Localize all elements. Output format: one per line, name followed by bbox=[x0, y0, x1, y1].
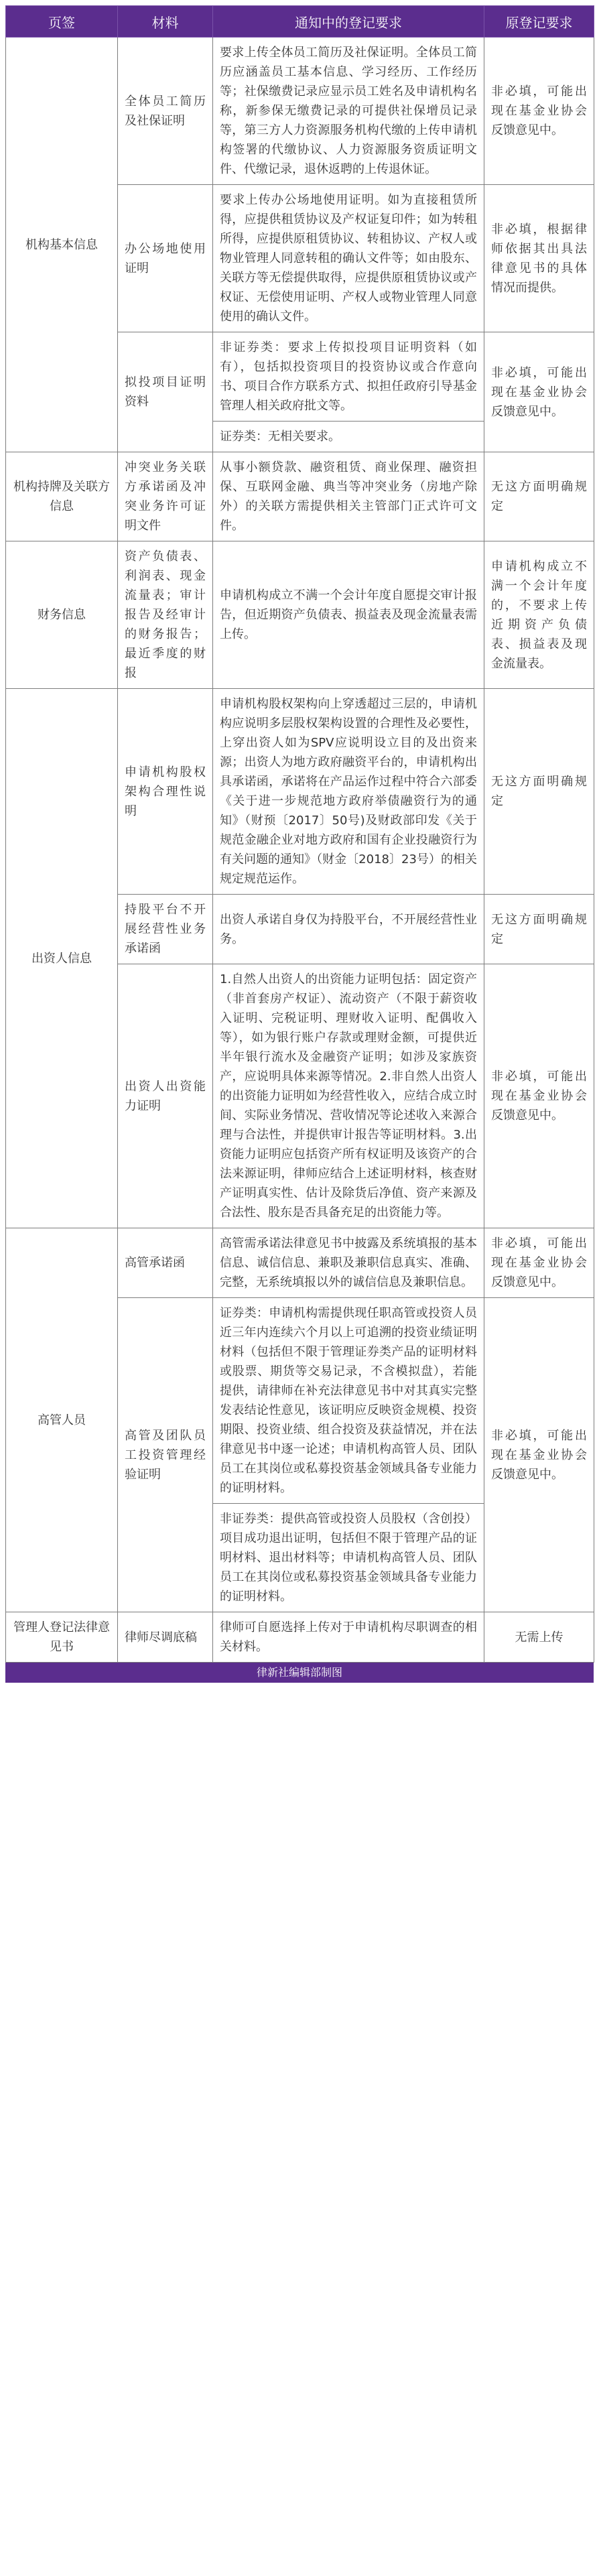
requirement-equity: 申请机构股权架构向上穿透超过三层的，申请机构应说明多层股权架构设置的合理性及必要性，上穿出资人如为SPV应说明设立目的及出资来源；出资人为地方政府融资平台的，申请机构出具承诺函，承诺将在产品运作过程中符合六部委《关于进一步规范地方政府举债融资行为的通知》（财预〔2017〕50号)及财政部印发《关于规范金融企业对地方政府和国有企业投融资行为有关问题的通知》（财金〔2018〕23号）的相关规定规范运作。 bbox=[213, 689, 484, 895]
original-finance: 申请机构成立不满一个会计年度的，不要求上传近期资产负债表、损益表及现金流量表。 bbox=[484, 541, 594, 689]
original-capacity: 非必填，可能出现在基金业协会反馈意见中。 bbox=[484, 964, 594, 1228]
page-conflict: 机构持牌及关联方信息 bbox=[6, 452, 118, 541]
page-finance: 财务信息 bbox=[6, 541, 118, 689]
requirement-conflict: 从事小额贷款、融资租赁、商业保理、融资担保、互联网金融、典当等冲突业务（房地产除外）的关联方需提供相关主管部门正式许可文件。 bbox=[213, 452, 484, 541]
page-org-basic: 机构基本信息 bbox=[6, 38, 118, 452]
material-conflict: 冲突业务关联方承诺函及冲突业务许可证明文件 bbox=[118, 452, 213, 541]
requirement-project-non-securities: 非证券类：要求上传拟投项目证明资料（如有），包括拟投资项目的投资协议或合作意向书、项目合作方联系方式、拟担任政府引导基金管理人相关政府批文等。 bbox=[220, 340, 477, 413]
requirements-table bbox=[5, 5, 594, 1663]
original-office: 非必填，根据律师依据其出具法律意见书的具体情况而提供。 bbox=[484, 185, 594, 332]
table-row bbox=[6, 38, 594, 185]
table-row bbox=[6, 541, 594, 689]
material-equity: 申请机构股权架构合理性说明 bbox=[118, 689, 213, 895]
material-finance: 资产负债表、利润表、现金流量表；审计报告及经审计的财务报告；最近季度的财报 bbox=[118, 541, 213, 689]
page-investor: 出资人信息 bbox=[6, 689, 118, 1228]
requirement-legal: 律师可自愿选择上传对于申请机构尽职调查的相关材料。 bbox=[213, 1612, 484, 1663]
page-executives: 高管人员 bbox=[6, 1228, 118, 1612]
requirement-project bbox=[213, 332, 484, 452]
material-project: 拟投项目证明资料 bbox=[118, 332, 213, 452]
original-conflict: 无这方面明确规定 bbox=[484, 452, 594, 541]
table-row bbox=[6, 1612, 594, 1663]
requirement-holding: 出资人承诺自身仅为持股平台，不开展经营性业务。 bbox=[213, 895, 484, 964]
material-staff: 全体员工简历及社保证明 bbox=[118, 38, 213, 185]
header-page: 页签 bbox=[6, 6, 118, 38]
original-holding: 无这方面明确规定 bbox=[484, 895, 594, 964]
requirement-staff: 要求上传全体员工简历及社保证明。全体员工简历应涵盖员工基本信息、学习经历、工作经历等；社保缴费记录应显示员工姓名及申请机构名称，新参保无缴费记录的可提供社保增员记录等，第三方人力资源服务机构代缴的上传申请机构签署的代缴协议、人力资源服务资质证明文件、代缴记录，退休返聘的上传退休证。 bbox=[213, 38, 484, 185]
material-commit: 高管承诺函 bbox=[118, 1228, 213, 1298]
requirement-finance: 申请机构成立不满一个会计年度自愿提交审计报告，但近期资产负债表、损益表及现金流量表需上传。 bbox=[213, 541, 484, 689]
header-material: 材料 bbox=[118, 6, 213, 38]
material-holding: 持股平台不开展经营性业务承诺函 bbox=[118, 895, 213, 964]
table-row bbox=[6, 452, 594, 541]
requirement-invest bbox=[213, 1298, 484, 1612]
original-equity: 无这方面明确规定 bbox=[484, 689, 594, 895]
original-commit: 非必填，可能出现在基金业协会反馈意见中。 bbox=[484, 1228, 594, 1298]
header-original: 原登记要求 bbox=[484, 6, 594, 38]
requirement-project-securities: 证券类：无相关要求。 bbox=[213, 421, 484, 446]
original-legal: 无需上传 bbox=[484, 1612, 594, 1663]
table-header-row bbox=[6, 6, 594, 38]
requirement-invest-non-securities: 非证券类：提供高管或投资人员股权（含创投）项目成功退出证明，包括但不限于管理产品的证明材料、退出材料等；申请机构高管人员、团队员工在其岗位或私募投资基金领域具备专业能力的证明材料。 bbox=[213, 1503, 484, 1606]
material-office: 办公场地使用证明 bbox=[118, 185, 213, 332]
table-row bbox=[6, 1228, 594, 1298]
requirement-commit: 高管需承诺法律意见书中披露及系统填报的基本信息、诚信信息、兼职及兼职信息真实、准确、完整，无系统填报以外的诚信信息及兼职信息。 bbox=[213, 1228, 484, 1298]
material-invest: 高管及团队员工投资管理经验证明 bbox=[118, 1298, 213, 1612]
original-invest: 非必填，可能出现在基金业协会反馈意见中。 bbox=[484, 1298, 594, 1612]
original-project: 非必填，可能出现在基金业协会反馈意见中。 bbox=[484, 332, 594, 452]
table-row bbox=[6, 689, 594, 895]
original-staff: 非必填，可能出现在基金业协会反馈意见中。 bbox=[484, 38, 594, 185]
material-legal: 律师尽调底稿 bbox=[118, 1612, 213, 1663]
requirement-office: 要求上传办公场地使用证明。如为直接租赁所得，应提供租赁协议及产权证复印件；如为转租所得，应提供原租赁协议、转租协议、产权人或物业管理人同意转租的确认文件等；如由股东、关联方等无偿提供取得，应提供原租赁协议或产权证、无偿使用证明、产权人或物业管理人同意使用的确认文件。 bbox=[213, 185, 484, 332]
requirement-capacity: 1.自然人出资人的出资能力证明包括：固定资产（非首套房产权证）、流动资产（不限于薪资收入证明、完税证明、理财收入证明、配偶收入等），如为银行账户存款或理财金额，可提供近半年银行流水及金融资产证明；如涉及家族资产，应说明具体来源等情况。2.非自然人出资人的出资能力证明如为经营性收入，应结合成立时间、实际业务情况、营收情况等论述收入来源合理与合法性，并提供审计报告等证明材料。3.出资能力证明应包括资产所有权证明及该资产的合法来源证明，律师应结合上述证明材料，核查财产证明真实性、估计及除货后净值、资产来源及合法性、股东是否具备充足的出资能力等。 bbox=[213, 964, 484, 1228]
page-legal: 管理人登记法律意见书 bbox=[6, 1612, 118, 1663]
requirements-table-wrapper bbox=[5, 5, 594, 1683]
requirement-invest-securities: 证券类：申请机构需提供现任职高管或投资人员近三年内连续六个月以上可追溯的投资业绩证明材料（包括但不限于管理证券类产品的证明材料或股票、期货等交易记录，不含模拟盘），若能提供，请律师在补充法律意见书中对其真实完整发表结论性意见，该证明应反映资金规模、投资期限、投资业绩、组合投资及获益情况，并在法律意见书中逐一论述；申请机构高管人员、团队员工在其岗位或私募投资基金领域具备专业能力的证明材料。 bbox=[220, 1306, 477, 1495]
material-capacity: 出资人出资能力证明 bbox=[118, 964, 213, 1228]
footer-credit: 律新社编辑部制图 bbox=[5, 1663, 594, 1683]
header-requirement: 通知中的登记要求 bbox=[213, 6, 484, 38]
